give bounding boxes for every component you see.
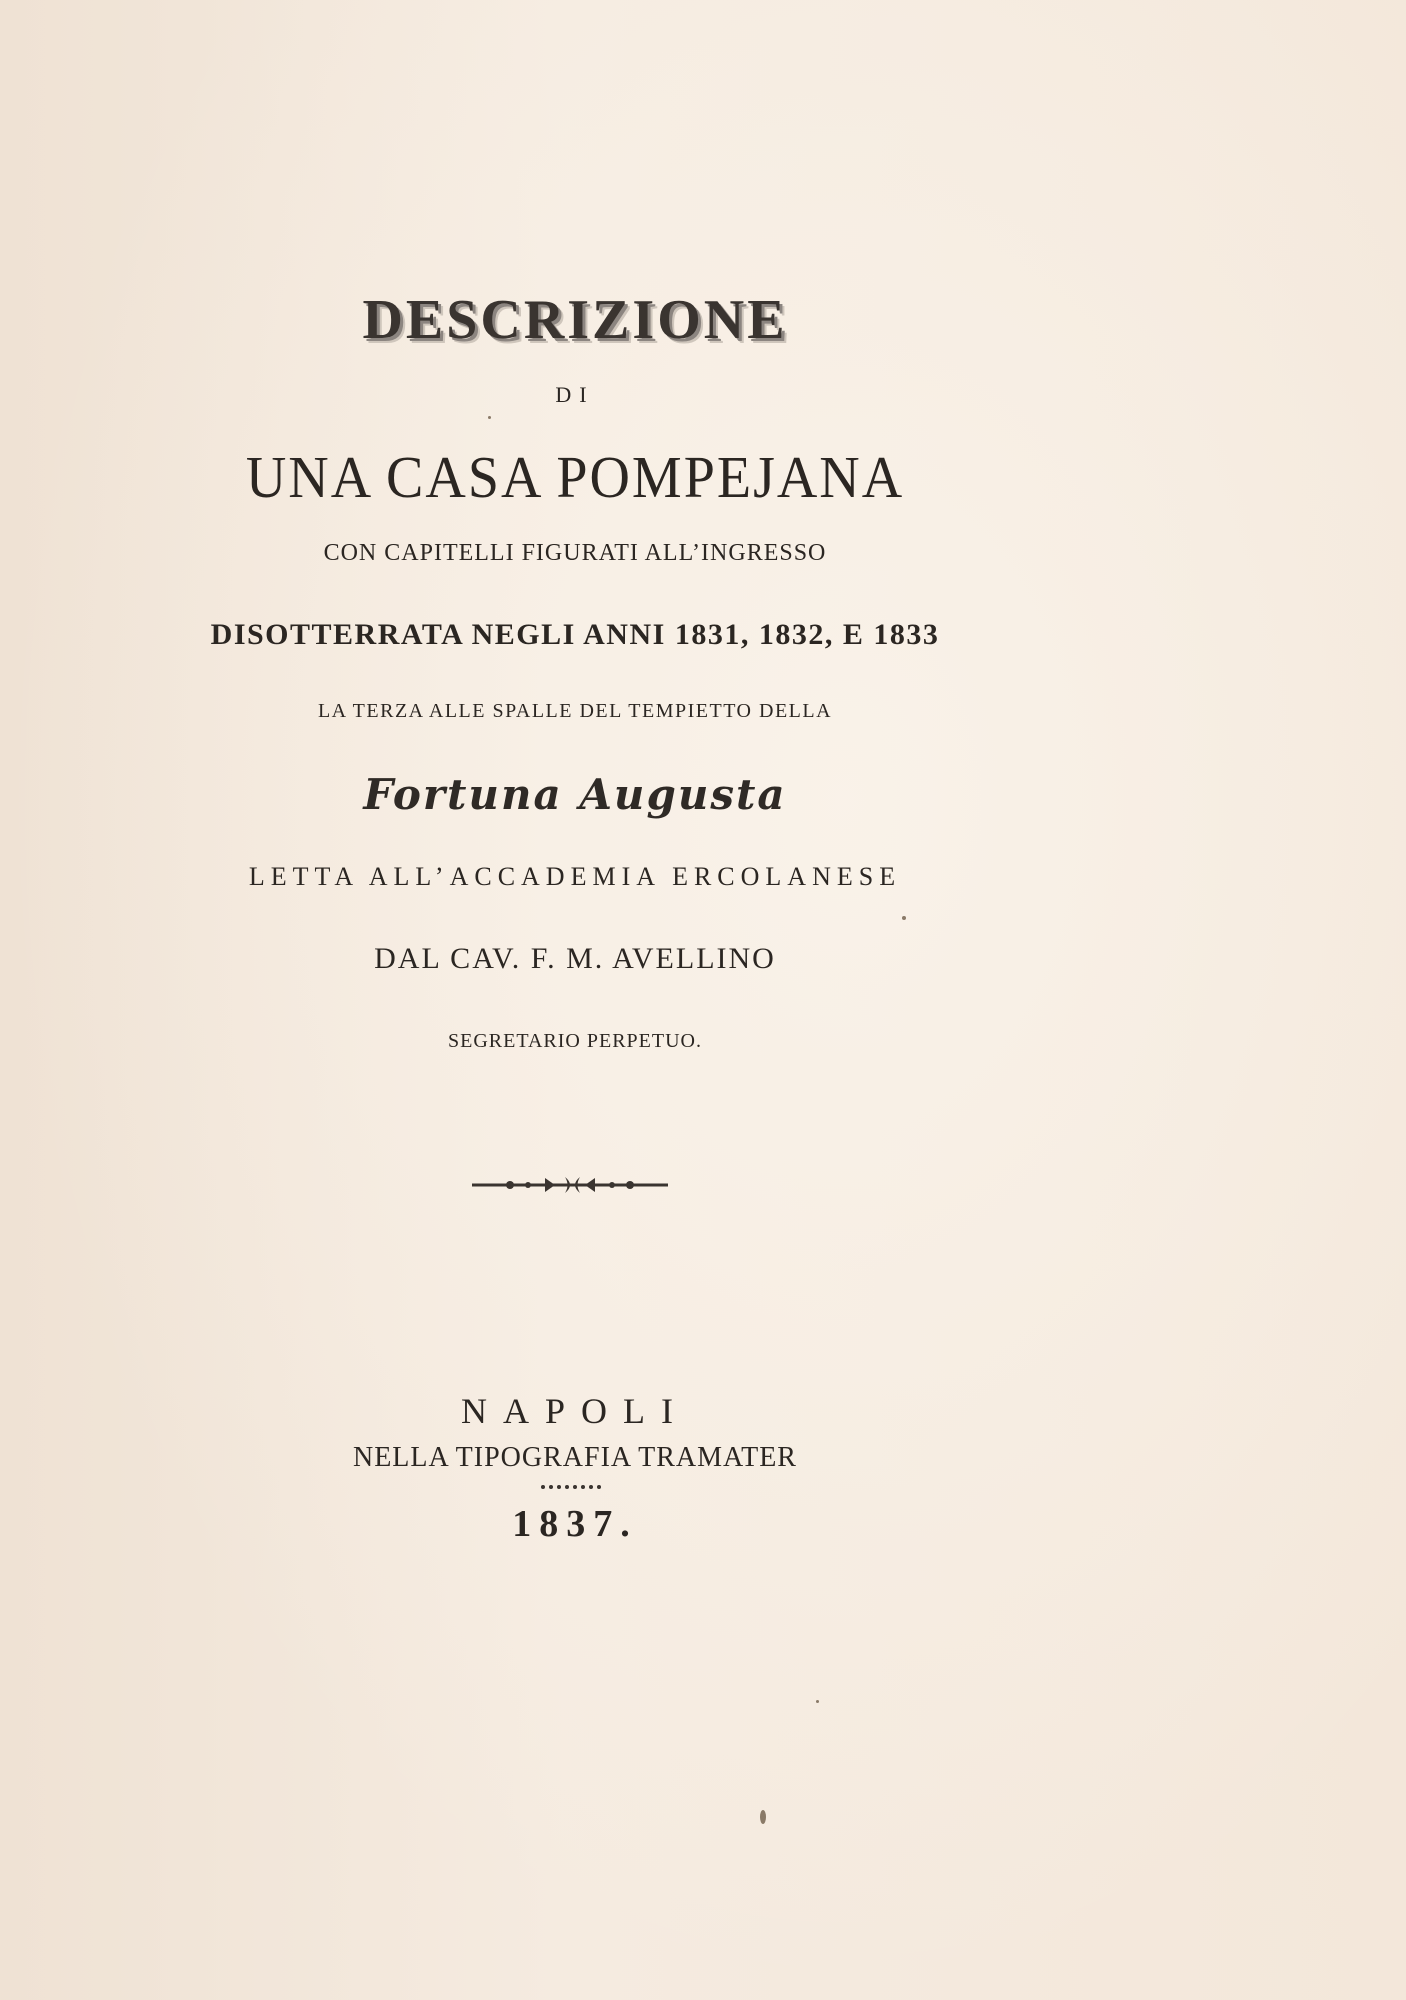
paper-speck xyxy=(902,916,906,920)
main-title: UNA CASA POMPEJANA xyxy=(245,445,905,511)
paper-speck xyxy=(816,1700,819,1703)
subtitle-excavation: DISOTTERRATA NEGLI ANNI 1831, 1832, E 1833 xyxy=(210,618,940,651)
author-line: DAL CAV. F. M. AVELLINO xyxy=(374,942,776,975)
subtitle-capitals: CON CAPITELLI FIGURATI ALL’INGRESSO xyxy=(323,540,827,566)
subtitle-location: LA TERZA ALLE SPALLE DEL TEMPIETTO DELLA xyxy=(317,700,833,722)
preposition: DI xyxy=(555,382,595,407)
read-at-academy: LETTA ALL’ACCADEMIA ERCOLANESE xyxy=(248,862,902,891)
publication-year: 1837. xyxy=(512,1503,638,1545)
decorative-rule-icon xyxy=(470,1174,670,1196)
place-of-publication: NAPOLI xyxy=(461,1391,689,1431)
author-role: SEGRETARIO PERPETUO. xyxy=(448,1030,702,1052)
ornate-title: DESCRIZIONE xyxy=(362,289,788,351)
printer: NELLA TIPOGRAFIA TRAMATER xyxy=(352,1442,797,1473)
paper-speck xyxy=(488,416,491,419)
dedication-fortuna-augusta: Fortuna Augusta xyxy=(363,770,787,819)
dotted-rule-icon xyxy=(540,1484,606,1490)
paper-speck xyxy=(760,1810,766,1824)
